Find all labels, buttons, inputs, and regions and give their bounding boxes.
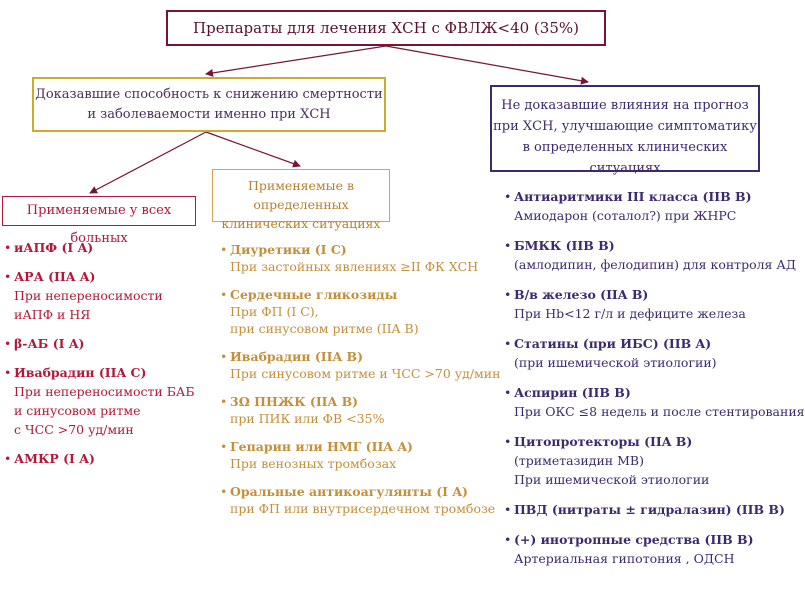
symptomatic-list (504, 187, 805, 579)
title-box (166, 10, 606, 46)
drug-name: • В/в железо (IIA B) (514, 287, 649, 302)
list-item (4, 238, 204, 257)
title-text: Препараты для лечения ХСН с ФВЛЖ<40 (35%) (193, 19, 579, 37)
not-proven-line: Не доказавшие влияния на прогноз (501, 98, 749, 113)
drug-name: • β-АБ (I A) (14, 336, 85, 351)
drug-indication: при ПИК или ФВ <35% (230, 411, 385, 426)
drug-name: • ПВД (нитраты ± гидралазин) (IIB B) (514, 502, 785, 517)
drug-name: • Статины (при ИБС) (IIB A) (514, 336, 712, 351)
drug-name: • Гепарин или НМГ (IIA A) (230, 439, 413, 454)
drug-name: • Ивабрадин (IIA B) (230, 349, 364, 364)
drug-indication: При ишемической этиологии (514, 472, 710, 487)
proven-box (32, 77, 386, 132)
drug-indication: с ЧСС >70 уд/мин (14, 422, 134, 437)
drug-indication: (триметазидин МВ) (514, 453, 644, 468)
all-patients-list (4, 238, 204, 478)
list-item (220, 393, 490, 427)
drug-indication: При ФП (I C), (230, 304, 319, 319)
not-proven-box (490, 85, 760, 176)
not-proven-line: в определенных клинических ситуациях (522, 140, 728, 176)
drug-indication: иАПФ и НЯ (14, 307, 91, 322)
list-item (4, 363, 204, 439)
drug-indication: При ОКС ≤8 недель и после стентирования (514, 404, 805, 419)
drug-indication: (при ишемической этиологии) (514, 355, 717, 370)
specific-situations-list (220, 241, 501, 528)
drug-indication: при ФП или внутрисердечном тромбозе (230, 501, 496, 516)
list-item (504, 500, 785, 519)
arrow-to-specific (206, 132, 300, 166)
drug-name: • Антиаритмики III класса (IIB B) (514, 189, 752, 204)
drug-indication: Артериальная гипотония , ОДСН (514, 551, 735, 566)
arrow-to-proven (206, 46, 386, 74)
specific-header-line: клинических ситуациях (221, 216, 381, 231)
list-item (504, 236, 797, 274)
list-item (504, 334, 772, 372)
specific-header-line: Применяемые в определенных (247, 178, 355, 212)
list-item (220, 348, 501, 382)
drug-indication: При непереносимости БАБ (14, 384, 195, 399)
list-item (504, 383, 805, 421)
drug-indication: при синусовом ритме (IIA B) (230, 321, 419, 336)
list-item (504, 285, 772, 323)
drug-name: • Цитопротекторы (IIA B) (514, 434, 693, 449)
list-item (220, 286, 490, 337)
drug-name: • Ивабрадин (IIA C) (14, 365, 147, 380)
list-item (4, 334, 204, 353)
drug-indication: При непереносимости (14, 288, 163, 303)
drug-name: • Оральные антикоагулянты (I A) (230, 484, 468, 499)
drug-name: • 3Ω ПНЖК (IIA B) (230, 394, 359, 409)
drug-indication: и синусовом ритме (14, 403, 141, 418)
list-item (4, 449, 204, 468)
drug-indication: Амиодарон (соталол?) при ЖНРС (514, 208, 737, 223)
arrow-to-not-proven (386, 46, 588, 82)
drug-name: • АМКР (I A) (14, 451, 95, 466)
proven-line: Доказавшие способность к снижению смертности (35, 87, 383, 102)
drug-name: • Сердечные гликозиды (230, 287, 398, 302)
list-item (220, 241, 490, 275)
list-item (504, 432, 772, 489)
drug-name: • Диуретики (I C) (230, 242, 347, 257)
drug-indication: При застойных явлениях ≥II ФК ХСН (230, 259, 479, 274)
drug-name: • иАПФ (I A) (14, 240, 94, 255)
arrow-to-all-patients (90, 132, 206, 193)
not-proven-line: при ХСН, улучшающие симптоматику (493, 119, 757, 134)
list-item (504, 187, 772, 225)
drug-indication: (амлодипин, фелодипин) для контроля АД (514, 257, 797, 272)
all-patients-header: Применяемые у всех больных (26, 203, 172, 246)
proven-line: и заболеваемости именно при ХСН (87, 107, 331, 122)
drug-indication: При Hb<12 г/л и дефиците железа (514, 306, 746, 321)
specific-situations-box (212, 169, 390, 231)
drug-name: • (+) инотропные средства (IIB B) (514, 532, 754, 547)
list-item (220, 483, 496, 517)
all-patients-box (2, 196, 196, 246)
list-item (4, 267, 204, 324)
drug-name: • Аспирин (IIB B) (514, 385, 631, 400)
drug-indication: При венозных тромбозах (230, 456, 397, 471)
list-item (220, 438, 490, 472)
drug-indication: При синусовом ритме и ЧСС >70 уд/мин (230, 366, 501, 381)
drug-name: • БМКК (IIB B) (514, 238, 615, 253)
list-item (504, 530, 772, 568)
drug-name: • АРА (IIA A) (14, 269, 96, 284)
